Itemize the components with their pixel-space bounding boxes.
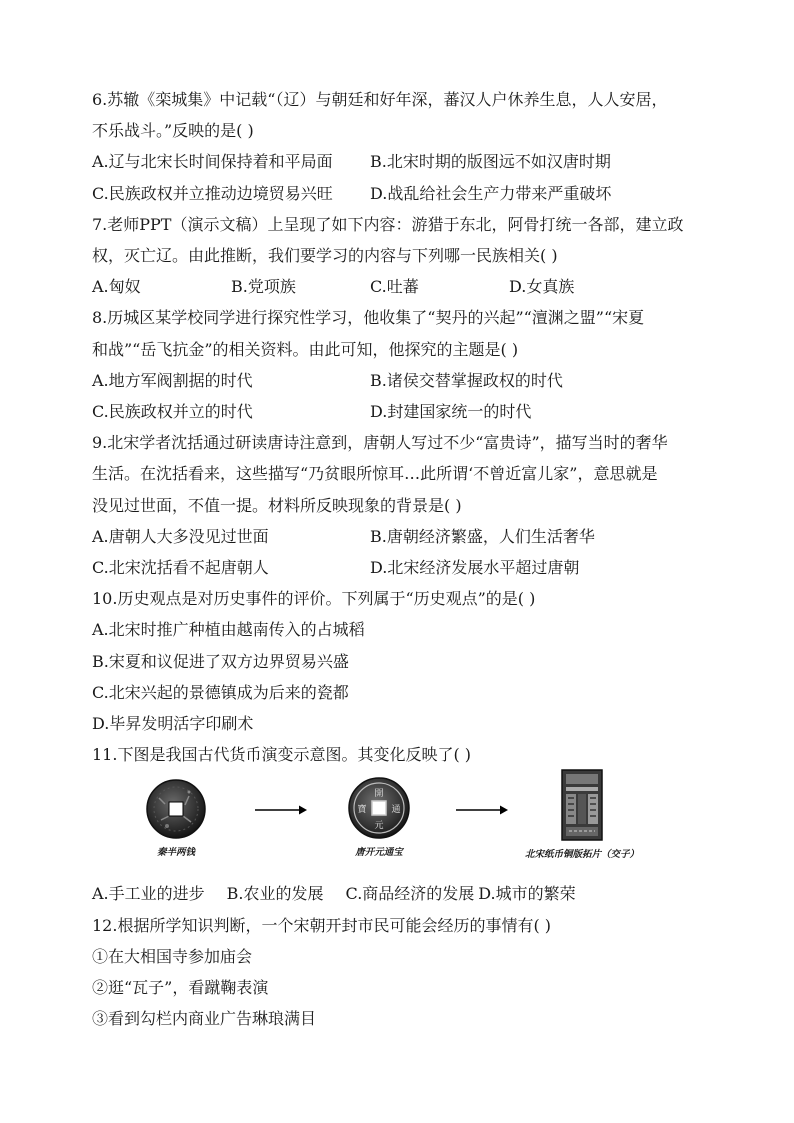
option-b: B.北宋时期的版图远不如汉唐时期 [370,152,611,172]
list-item: ③看到勾栏内商业广告琳琅满目 [92,1009,317,1029]
caption-tang-kaiyuan: 唐开元通宝 [355,847,403,859]
option-c: C.民族政权并立推动边境贸易兴旺 [92,183,333,203]
option-b: B.宋夏和议促进了双方边界贸易兴盛 [92,651,349,671]
question-8 [92,302,704,427]
question-7-stem-cont: 权，灭亡辽。由此推断，我们要学习的内容与下列哪一民族相关( ) [92,246,558,266]
option-b: B.诸侯交替掌握政权的时代 [370,370,563,390]
question-6-stem-cont: 不乐战斗。”反映的是( ) [92,121,254,141]
question-11-stem: 11.下图是我国古代货币演变示意图。其变化反映了( ) [92,745,472,765]
question-7-stem: 7.老师PPT（演示文稿）上呈现了如下内容：游猎于东北，阿骨打统一各部，建立政 [92,214,684,234]
arrow-right-icon [456,804,508,816]
question-10 [92,583,704,739]
coin-char-top: 開 [374,789,384,800]
paper-money-icon [560,768,604,842]
option-a: A.地方军阀割据的时代 [92,370,253,390]
exam-page [92,84,704,1034]
option-b: B.农业的发展 [226,884,324,904]
option-d: D.毕昇发明活字印刷术 [92,714,254,734]
option-a: A.匈奴 [92,277,141,297]
question-8-stem-cont: 和战”“岳飞抗金”的相关资料。由此可知，他探究的主题是( ) [92,339,519,359]
caption-qin-banliang: 秦半两钱 [156,847,195,859]
question-9-stem-cont-2: 没见过世面，不值一提。材料所反映现象的背景是( ) [92,495,462,515]
kaiyuan-coin-icon [347,776,411,840]
song-jiaozi-note [512,768,652,861]
question-8-stem: 8.历城区某学校同学进行探究性学习，他收集了“契丹的兴起”“澶渊之盟”“宋夏 [92,308,645,328]
option-d: D.封建国家统一的时代 [370,402,532,422]
option-b: B.唐朝经济繁盛，人们生活奢华 [370,526,595,546]
question-11 [92,739,704,909]
question-7 [92,209,704,303]
tang-kaiyuan-coin [344,776,414,859]
option-c: C.商品经济的发展 [345,884,475,904]
option-a: A.北宋时推广种植由越南传入的占城稻 [92,620,365,640]
option-c: C.北宋沈括看不起唐朝人 [92,558,269,578]
option-d: D.北宋经济发展水平超过唐朝 [370,558,580,578]
coin-char-bottom: 元 [374,821,384,832]
option-c: C.北宋兴起的景德镇成为后来的瓷都 [92,682,349,702]
qin-banliang-coin [142,778,210,859]
option-d: D.女真族 [509,277,575,297]
question-9-stem-cont: 生活。在沈括看来，这些描写“乃贫眼所惊耳…此所谓‘不曾近富儿家”，意思就是 [92,464,658,484]
question-12-stem: 12.根据所学知识判断，一个宋朝开封市民可能会经历的事情有( ) [92,915,552,935]
caption-song-jiaozi: 北宋纸币铜版拓片（交子） [524,849,639,861]
arrow-right-icon [255,804,307,816]
option-c: C.吐蕃 [370,277,419,297]
coin-char-left: 寶 [357,805,367,816]
coin-char-right: 通 [391,805,401,816]
question-12 [92,910,704,1035]
option-a: A.唐朝人大多没见过世面 [92,526,269,546]
option-a: A.手工业的进步 [92,884,205,904]
option-a: A.辽与北宋长时间保持着和平局面 [92,152,333,172]
list-item: ②逛“瓦子”，看蹴鞠表演 [92,978,269,998]
question-9 [92,427,704,583]
currency-evolution-figure [92,774,704,876]
option-b: B.党项族 [231,277,296,297]
question-9-stem: 9.北宋学者沈括通过研读唐诗注意到，唐朝人写过不少“富贵诗”，描写当时的奢华 [92,433,668,453]
round-coin-icon [145,778,207,840]
question-10-stem: 10.历史观点是对历史事件的评价。下列属于“历史观点”的是( ) [92,589,536,609]
option-d: D.城市的繁荣 [478,884,576,904]
question-6 [92,84,704,209]
option-d: D.战乱给社会生产力带来严重破坏 [370,183,612,203]
option-c: C.民族政权并立的时代 [92,402,253,422]
list-item: ①在大相国寺参加庙会 [92,946,253,966]
question-6-stem: 6.苏辙《栾城集》中记载“（辽）与朝廷和好年深，蕃汉人户休养生息，人人安居， [92,90,668,109]
